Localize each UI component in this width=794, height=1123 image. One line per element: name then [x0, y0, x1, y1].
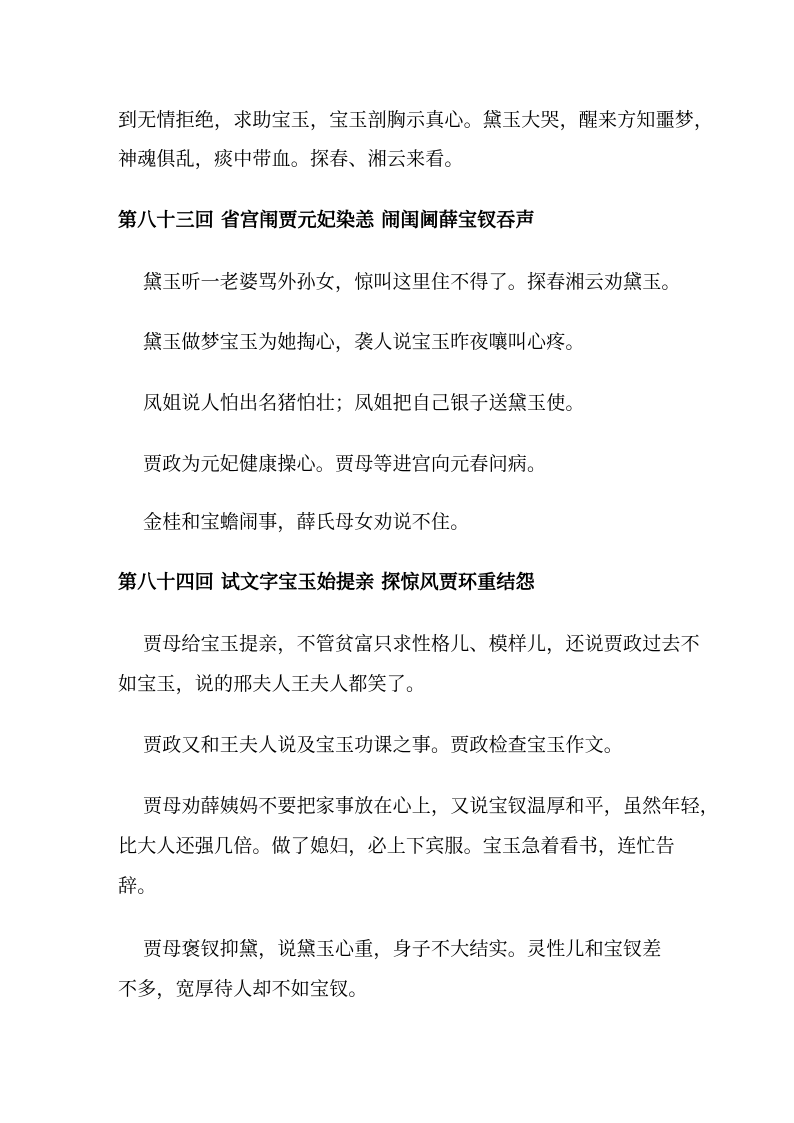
ch83-paragraph-5: 金桂和宝蟾闹事，薛氏母女劝说不住。 [143, 511, 470, 533]
ch84-paragraph-2: 贾政又和王夫人说及宝玉功课之事。贾政检查宝玉作文。 [143, 734, 624, 756]
chapter-84-heading: 第八十四回 试文字宝玉始提亲 探惊风贾环重结怨 [118, 571, 535, 593]
intro-line-2: 神魂俱乱，痰中带血。探春、湘云来看。 [118, 148, 464, 170]
intro-line-1: 到无情拒绝，求助宝玉，宝玉剖胸示真心。黛玉大哭，醒来方知噩梦， [118, 109, 714, 131]
ch84-p1-line-2: 如宝玉，说的邢夫人王夫人都笑了。 [118, 673, 426, 695]
ch84-p4-line-2: 不多，宽厚待人却不如宝钗。 [118, 978, 368, 1000]
ch83-paragraph-4: 贾政为元妃健康操心。贾母等进宫向元春问病。 [143, 453, 547, 475]
ch83-paragraph-3: 凤姐说人怕出名猪怕壮；凤姐把自己银子送黛玉使。 [143, 392, 585, 414]
ch84-p3-line-3: 辞。 [118, 875, 157, 897]
chapter-83-heading: 第八十三回 省宫闱贾元妃染恙 闹闺阃薛宝钗吞声 [118, 209, 535, 231]
ch83-paragraph-1: 黛玉听一老婆骂外孙女，惊叫这里住不得了。探春湘云劝黛玉。 [143, 271, 681, 293]
ch84-p3-line-1: 贾母劝薛姨妈不要把家事放在心上，又说宝钗温厚和平，虽然年轻， [143, 795, 720, 817]
ch84-p1-line-1: 贾母给宝玉提亲，不管贫富只求性格儿、模样儿，还说贾政过去不 [143, 633, 700, 655]
ch84-p4-line-1: 贾母褒钗抑黛，说黛玉心重，身子不大结实。灵性儿和宝钗差 [143, 938, 662, 960]
ch83-paragraph-2: 黛玉做梦宝玉为她掏心，袭人说宝玉昨夜嚷叫心疼。 [143, 331, 585, 353]
ch84-p3-line-2: 比大人还强几倍。做了媳妇，必上下宾服。宝玉急着看书，连忙告 [118, 835, 675, 857]
